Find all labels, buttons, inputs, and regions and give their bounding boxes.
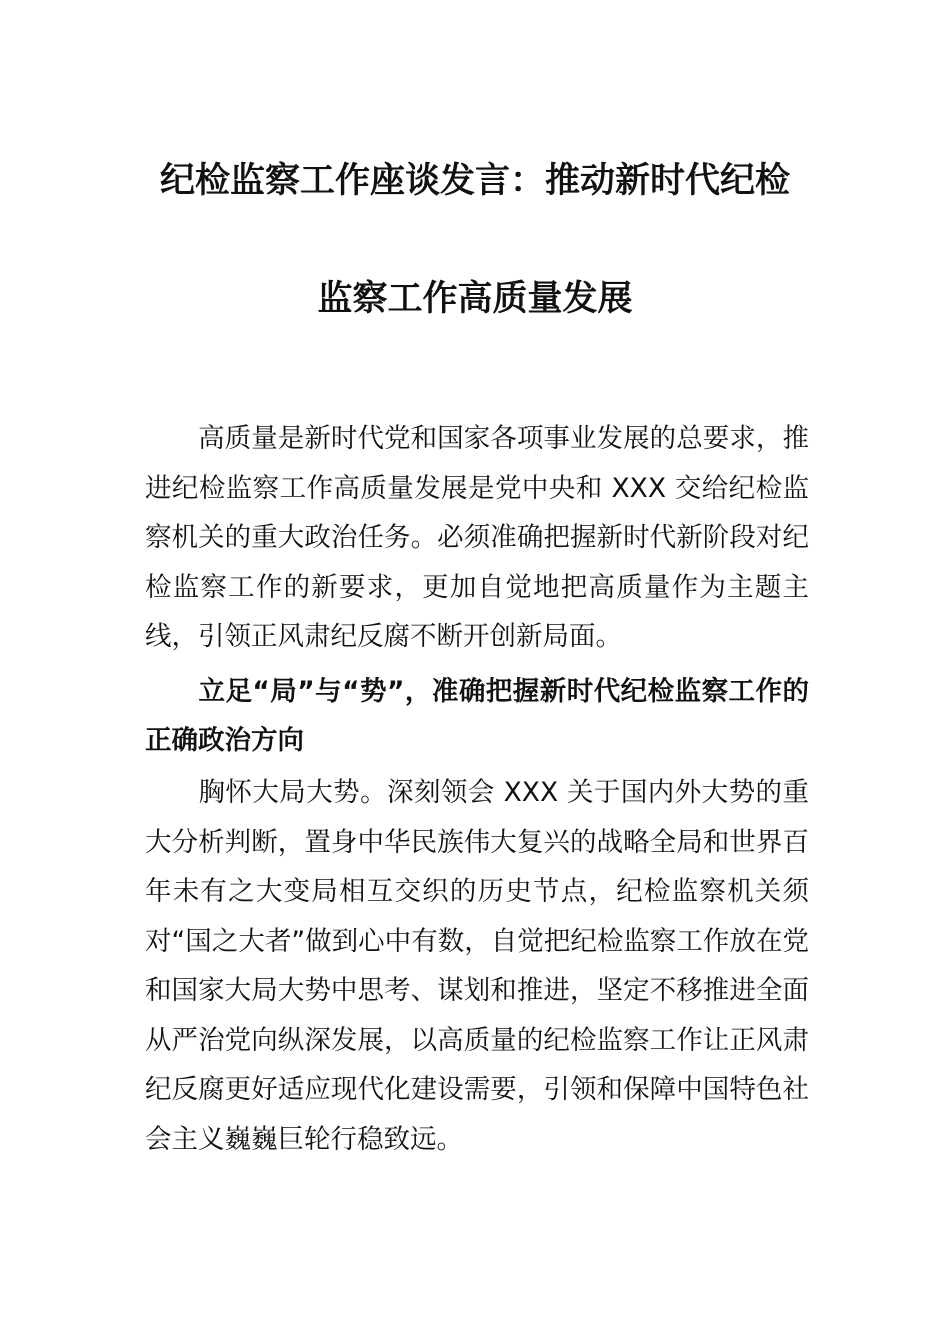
section-heading-text: 立足“局”与“势”，准确把握新时代纪检监察工作的正确政治方向 <box>145 676 809 756</box>
paragraph-section <box>145 768 809 1164</box>
paragraph-intro-text: 高质量是新时代党和国家各项事业发展的总要求，推进纪检监察工作高质量发展是党中央和 XXX 交给纪检监察机关的重大政治任务。必须准确把握新时代新阶段对纪检监察工作的新要求，更加自觉地把高质量作为主题主线，引领正风肃纪反腐不断开创新局面。 <box>145 423 809 652</box>
paragraph-section-text: 胸怀大局大势。深刻领会 XXX 关于国内外大势的重大分析判断，置身中华民族伟大复兴的战略全局和世界百年未有之大变局相互交织的历史节点，纪检监察机关须对“国之大者”做到心中有数，自觉把纪检监察工作放在党和国家大局大势中思考、谋划和推进，坚定不移推进全面从严治党向纵深发展，以高质量的纪检监察工作让正风肃纪反腐更好适应现代化建设需要，引领和保障中国特色社会主义巍巍巨轮行稳致远。 <box>145 777 809 1155</box>
paragraph-intro <box>145 414 809 662</box>
document-title-line-1: 纪检监察工作座谈发言：推动新时代纪检 <box>159 161 790 201</box>
document-title-line-2: 监察工作高质量发展 <box>317 279 633 319</box>
section-heading <box>145 667 809 765</box>
